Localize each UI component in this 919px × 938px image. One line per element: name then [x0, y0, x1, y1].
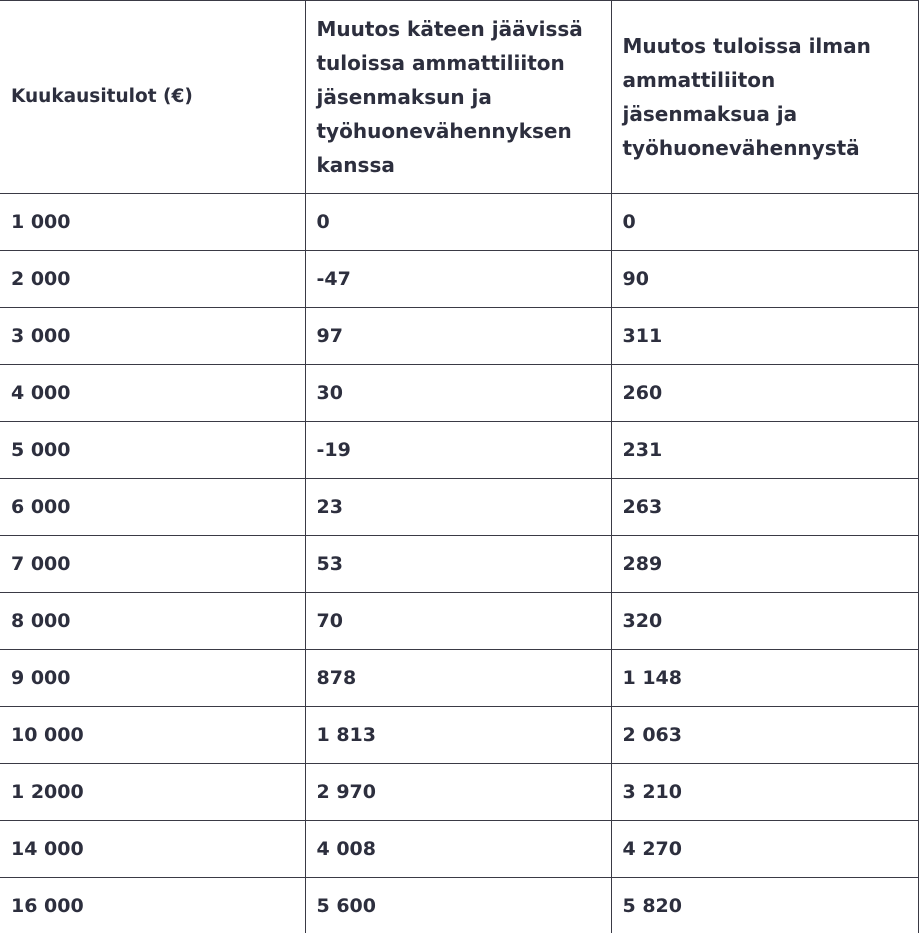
cell-income: 7 000 [0, 536, 305, 593]
header-monthly-income: Kuukausitulot (€) [0, 1, 305, 194]
table-row [0, 251, 918, 308]
table-header [0, 1, 918, 194]
cell-change-without: 1 148 [611, 650, 918, 707]
cell-change-with: 0 [305, 194, 611, 251]
cell-change-without: 4 270 [611, 821, 918, 878]
cell-change-with: 1 813 [305, 707, 611, 764]
cell-change-with: 53 [305, 536, 611, 593]
table-row [0, 365, 918, 422]
cell-income: 1 000 [0, 194, 305, 251]
cell-change-without: 260 [611, 365, 918, 422]
table-row [0, 536, 918, 593]
cell-change-with: 97 [305, 308, 611, 365]
table-row [0, 308, 918, 365]
header-change-with-deductions: Muutos käteen jäävissä tuloissa ammattiliiton jäsenmaksun ja työhuonevähennyksen kanssa [305, 1, 611, 194]
cell-income: 3 000 [0, 308, 305, 365]
cell-income: 14 000 [0, 821, 305, 878]
table-row [0, 194, 918, 251]
cell-change-with: -47 [305, 251, 611, 308]
cell-change-with: 878 [305, 650, 611, 707]
cell-change-with: 30 [305, 365, 611, 422]
table-row [0, 422, 918, 479]
cell-change-with: 2 970 [305, 764, 611, 821]
cell-change-without: 0 [611, 194, 918, 251]
cell-change-with: 70 [305, 593, 611, 650]
table-row [0, 593, 918, 650]
cell-income: 8 000 [0, 593, 305, 650]
table-row [0, 821, 918, 878]
cell-change-with: -19 [305, 422, 611, 479]
cell-income: 4 000 [0, 365, 305, 422]
cell-income: 1 2000 [0, 764, 305, 821]
cell-income: 16 000 [0, 878, 305, 934]
cell-change-without: 3 210 [611, 764, 918, 821]
header-change-without-deductions: Muutos tuloissa ilman ammattiliiton jäsenmaksua ja työhuonevähennystä [611, 1, 918, 194]
cell-change-with: 4 008 [305, 821, 611, 878]
table-row [0, 650, 918, 707]
table-row [0, 878, 918, 934]
header-row [0, 1, 918, 194]
table-row [0, 479, 918, 536]
table-body [0, 194, 918, 934]
cell-income: 5 000 [0, 422, 305, 479]
cell-income: 6 000 [0, 479, 305, 536]
cell-change-with: 23 [305, 479, 611, 536]
cell-change-without: 263 [611, 479, 918, 536]
table-row [0, 707, 918, 764]
cell-change-without: 2 063 [611, 707, 918, 764]
cell-change-without: 289 [611, 536, 918, 593]
cell-change-without: 320 [611, 593, 918, 650]
cell-change-without: 231 [611, 422, 918, 479]
cell-change-without: 5 820 [611, 878, 918, 934]
cell-change-without: 90 [611, 251, 918, 308]
table-row [0, 764, 918, 821]
cell-income: 10 000 [0, 707, 305, 764]
cell-income: 9 000 [0, 650, 305, 707]
cell-change-with: 5 600 [305, 878, 611, 934]
cell-change-without: 311 [611, 308, 918, 365]
cell-income: 2 000 [0, 251, 305, 308]
